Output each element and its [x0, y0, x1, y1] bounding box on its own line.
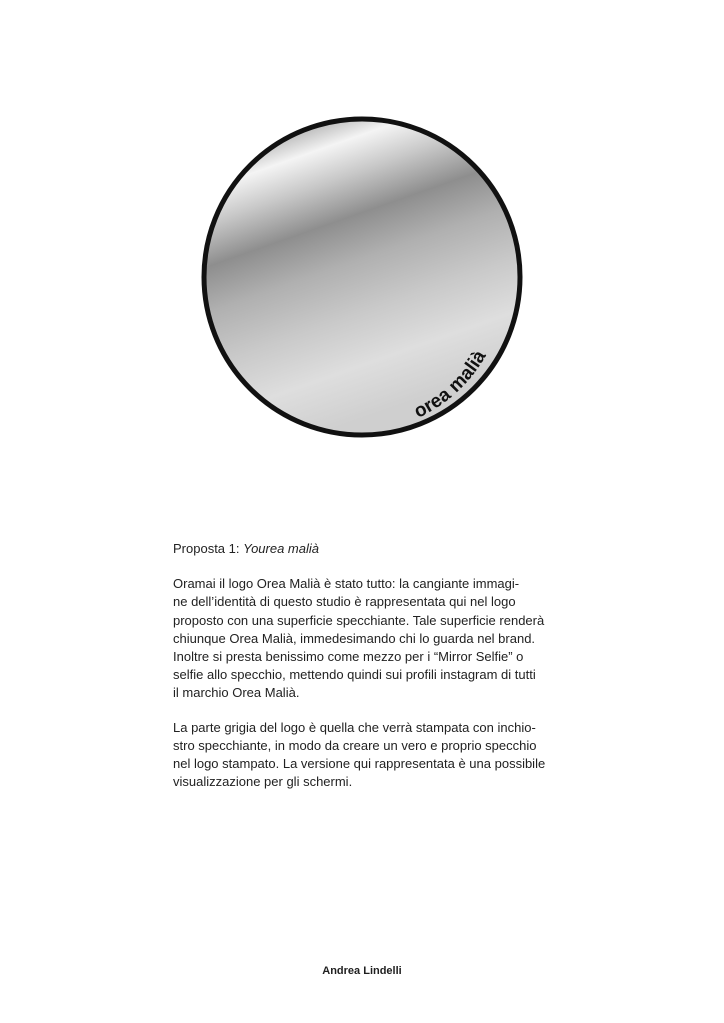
paragraph-line: proposto con una superficie specchiante. Tale superficie renderà: [173, 612, 545, 628]
paragraph-line: il marchio Orea Malià.: [173, 685, 300, 701]
paragraph-intro: [173, 575, 573, 702]
logo-wordmark: orea malià: [410, 346, 491, 423]
proposal-heading: [173, 540, 573, 558]
proposal-heading-prefix: Proposta 1:: [173, 541, 244, 556]
paragraph-line: selfie allo specchio, mettendo quindi sui profili instagram di tutti: [173, 667, 536, 683]
proposal-heading-title: Yourea malià: [243, 541, 319, 556]
paragraph-line: ne dell’identità di questo studio è rappresentata qui nel logo: [173, 594, 516, 610]
paragraph-line: nel logo stampato. La versione qui rappresentata è una possibile: [173, 756, 546, 772]
paragraph-line: chiunque Orea Malià, immedesimando chi lo guarda nel brand.: [173, 630, 536, 646]
mirror-surface: [204, 119, 520, 435]
paragraph-line: La parte grigia del logo è quella che verrà stampata con inchio-: [173, 719, 536, 735]
paragraph-line: Inoltre si presta benissimo come mezzo per i “Mirror Selfie” o: [173, 649, 524, 665]
paragraph-line: Oramai il logo Orea Malià è stato tutto: la cangiante immagi-: [173, 576, 520, 592]
paragraph-printing: [173, 719, 573, 792]
author-name: Andrea Lindelli: [322, 965, 402, 977]
proposal-description: [173, 540, 573, 791]
paragraph-line: stro specchiante, in modo da creare un vero e proprio specchio: [173, 737, 537, 753]
mirror-logo: [198, 112, 528, 442]
mirror-logo-graphic: [198, 112, 528, 442]
paragraph-line: visualizzazione per gli schermi.: [173, 774, 353, 790]
